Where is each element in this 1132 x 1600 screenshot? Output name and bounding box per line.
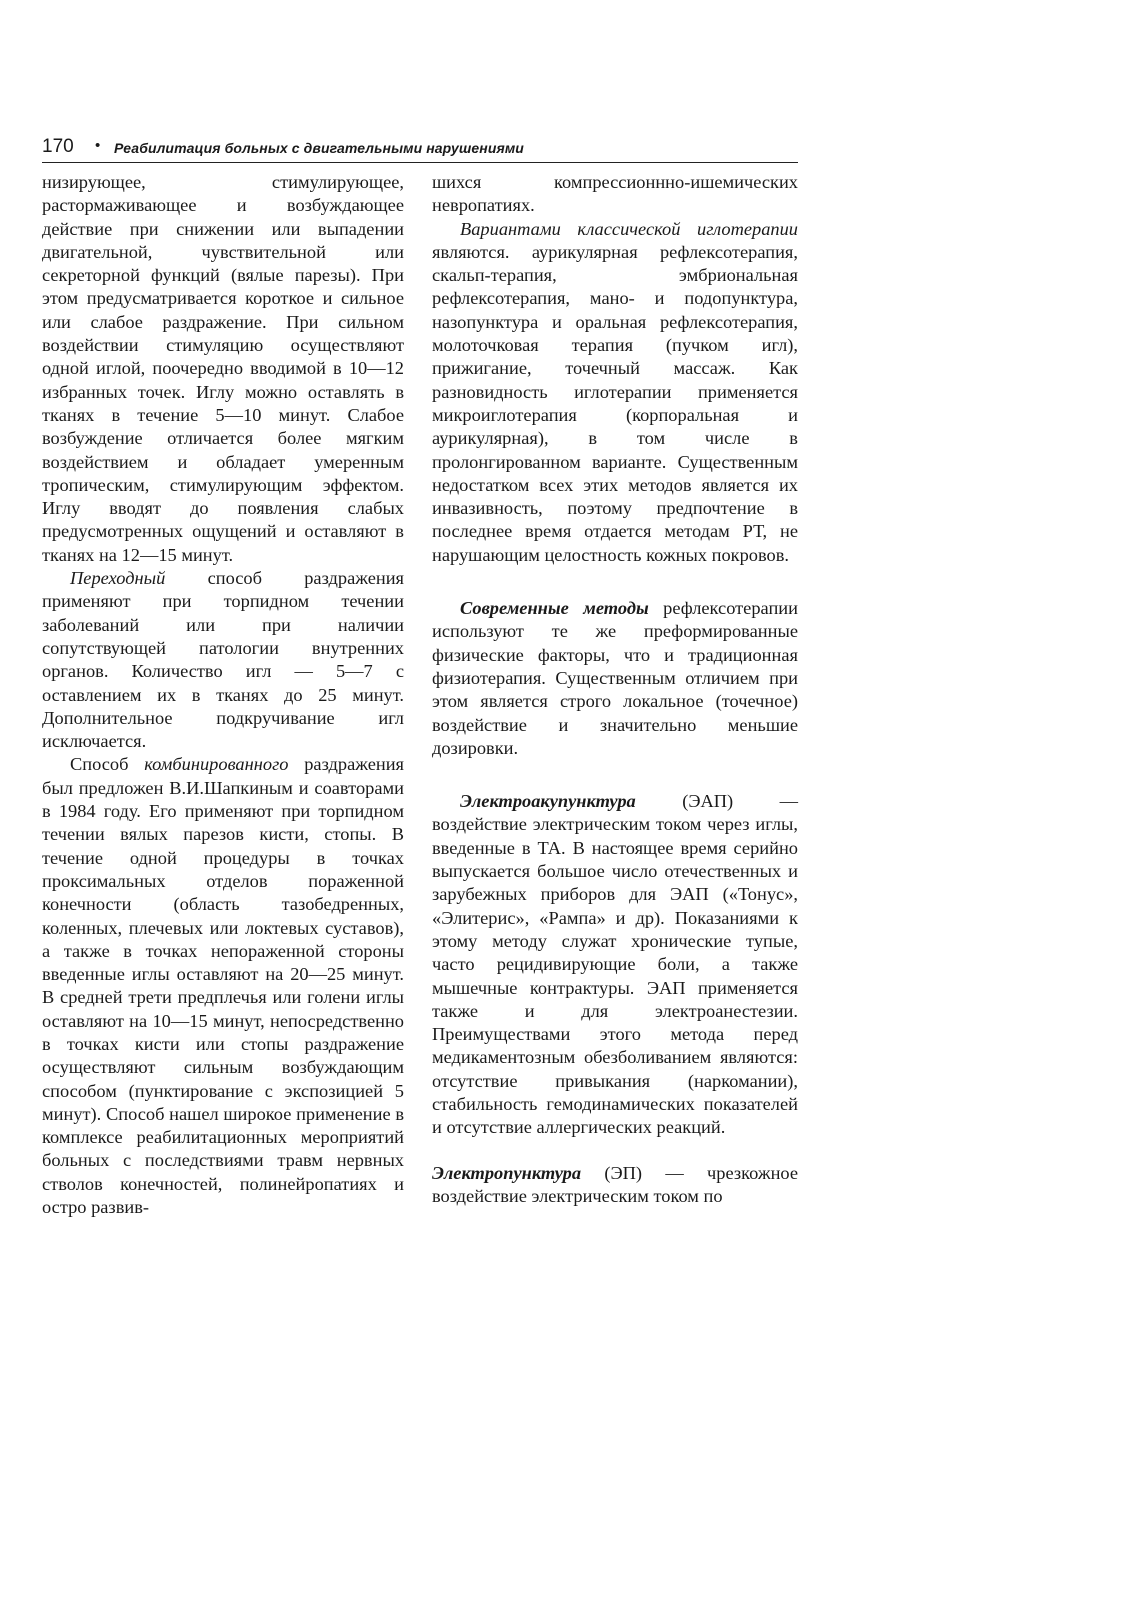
right-column <box>432 171 798 1208</box>
page-number: 170 <box>42 136 74 157</box>
running-title: Реабилитация больных с двигательными нарушениями <box>114 140 524 156</box>
term-combined: комбинированного <box>144 754 289 775</box>
term-classic-variants: Вариантами классической иглотерапии <box>460 218 798 239</box>
left-column <box>42 171 404 1219</box>
paragraph-text: (ЭП) — чрезкожное воздействие электрическим током по <box>432 1162 798 1206</box>
paragraph-text: способ раздражения применяют при торпидном течении заболеваний или при наличии сопутствующей патологии внутренних органов. Количество игл — 5—7 с оставлением их в тканях до 25 минут. Дополнительное подкручивание игл исключается. <box>42 568 404 752</box>
term-electropuncture: Электропунктура <box>432 1162 582 1183</box>
paragraph-classic-variants <box>432 218 798 567</box>
paragraph-text: являются. аурикулярная рефлексотерапия, скальп-терапия, эмбриональная рефлексотерапия, мано- и подопунктура, назопунктура и оральная рефлексотерапия, молоточковая терапия (пучком игл), прижигание, точечный массаж. Как разновидность иглотерапии применяется микроиглотерапия (корпоральная и аурикулярная), в том числе в пролонгированном варианте. Существенным недостатком всех этих методов является их инвазивность, поэтому предпочтение в последнее время отдается методам РТ, не нарушающим целостность кожных покровов. <box>432 241 798 565</box>
paragraph-combined-method <box>42 753 404 1219</box>
book-page <box>42 132 798 1218</box>
paragraph-transitional-method <box>42 567 404 753</box>
paragraph-continuation: шихся компрессионнно-ишемических невропатиях. <box>432 172 798 216</box>
header-bullet: • <box>95 137 101 154</box>
paragraph-text: (ЭАП) — воздействие электрическим током через иглы, введенные в ТА. В настоящее время серийно выпускается большое число отечественных и зарубежных приборов для ЭАП («Тонус», «Элитерис», «Рампа» и др). Показаниями к этому методу служат хронические тупые, часто рецидивирующие боли, а также мышечные контрактуры. ЭАП применяется также и для электроанестезии. Преимуществами этого метода перед медикаментозным обезболиванием являются: отсутствие привыкания (наркомании), стабильность гемодинамических показателей и отсутствие аллергических реакций. <box>432 791 798 1138</box>
term-electroacupuncture: Электроакупунктура <box>460 791 636 812</box>
paragraph-electropuncture <box>432 1162 798 1209</box>
paragraph-text: Способ <box>70 754 145 775</box>
page-header <box>42 132 798 163</box>
paragraph-text: рефлексотерапии используют те же преформированные физические факторы, что и традиционная физиотерапия. Существенным отличием при этом является строго локальное (точечное) воздействие и значительно меньшие дозировки. <box>432 598 798 758</box>
term-transitional: Переходный <box>70 568 166 589</box>
paragraph-continuation: низирующее, стимулирующее, растормаживающее и возбуждающее действие при снижении или выпадении двигательной, чувствительной или секреторной функций (вялые парезы). При этом предусматривается короткое и сильное или слабое раздражение. При сильном воздействии стимуляцию осуществляют одной иглой, поочередно вводимой в 10—12 избранных точек. Иглу можно оставлять в тканях в течение 5—10 минут. Слабое возбуждение отличается более мягким воздействием и обладает умеренным тропическим, стимулирующим эффектом. Иглу вводят до появления слабых предусмотренных ощущений и оставляют в тканях на 12—15 минут. <box>42 172 404 565</box>
paragraph-modern-methods <box>432 597 798 760</box>
term-modern-methods: Современные методы <box>460 598 649 619</box>
paragraph-text: раздражения был предложен В.И.Шапкиным и соавторами в 1984 году. Его применяют при торпидном течении вялых парезов кисти, стопы. В течение одной процедуры в точках проксимальных отделов пораженной конечности (область тазобедренных, коленных, плечевых или локтевых суставов), а также в точках непораженной стороны введенные иглы оставляют на 20—25 минут. В средней трети предплечья или голени иглы оставляют на 10—15 минут, непосредственно в точках кисти или стопы раздражение осуществляют сильным возбуждающим способом (пунктирование с экспозицией 5 минут). Способ нашел широкое применение в комплексе реабилитационных мероприятий больных с последствиями травм нервных стволов конечностей, полинейропатиях и остро развив- <box>42 754 405 1218</box>
paragraph-electroacupuncture <box>432 790 798 1139</box>
